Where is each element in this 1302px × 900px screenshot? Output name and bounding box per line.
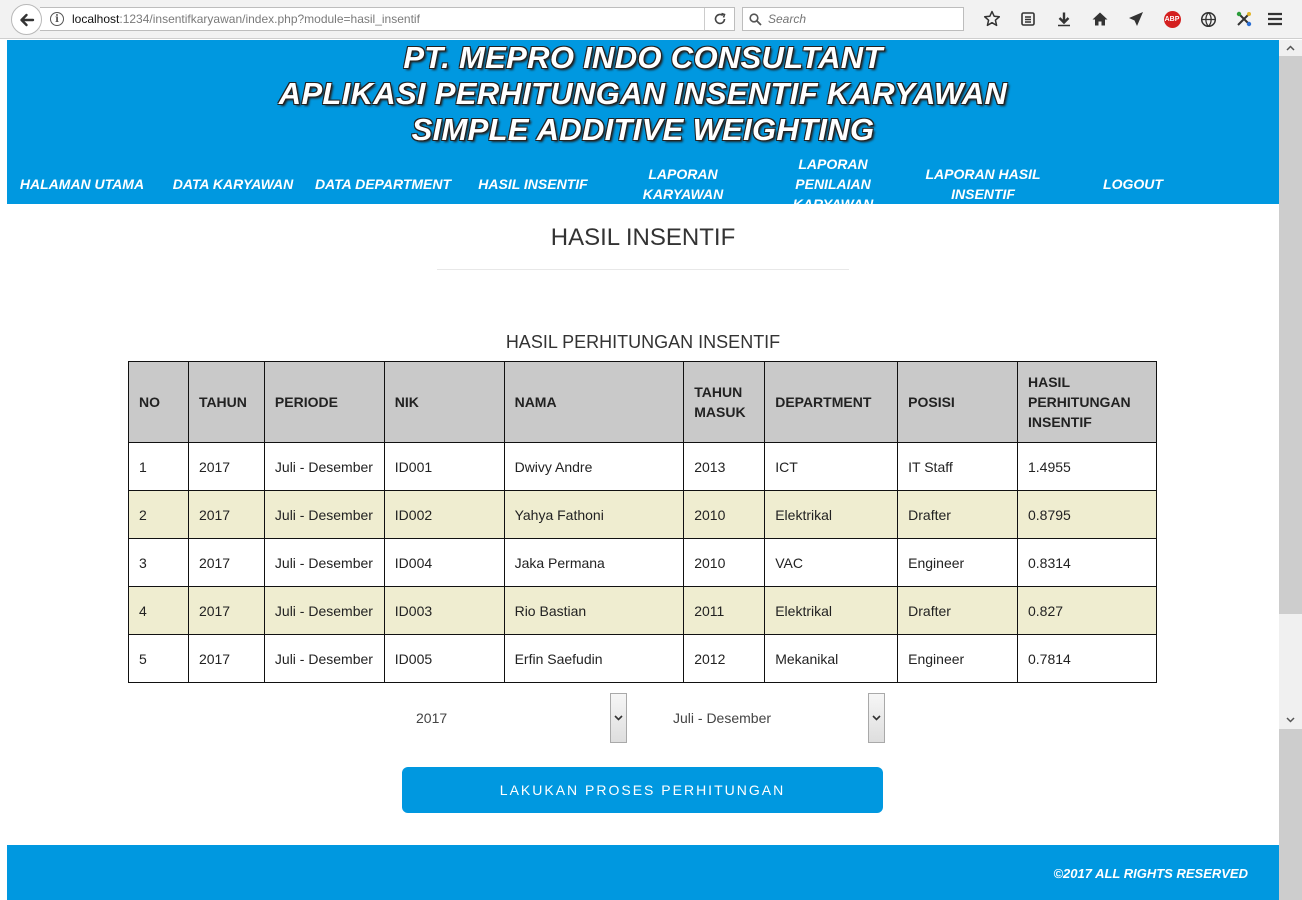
- nav-laporan-hasil-insentif[interactable]: LAPORAN HASIL INSENTIF: [925, 166, 1041, 202]
- table-row: [129, 443, 1157, 491]
- cell-tahun-masuk: 2010: [684, 539, 765, 587]
- cell-posisi: IT Staff: [898, 443, 1018, 491]
- cell-department: VAC: [765, 539, 898, 587]
- col-tahun-masuk: TAHUN MASUK: [684, 362, 765, 443]
- scrollbar-track-lower[interactable]: [1279, 729, 1302, 900]
- globe-icon[interactable]: [1190, 8, 1226, 30]
- title-divider: [437, 269, 849, 270]
- col-posisi: POSISI: [898, 362, 1018, 443]
- cell-tahun: 2017: [188, 539, 264, 587]
- nav-laporan-karyawan[interactable]: LAPORAN KARYAWAN: [642, 166, 724, 202]
- cell-posisi: Drafter: [898, 587, 1018, 635]
- cell-no: 2: [129, 491, 189, 539]
- period-select[interactable]: [661, 693, 885, 743]
- search-input[interactable]: [768, 12, 948, 26]
- cell-nik: ID005: [384, 635, 504, 683]
- cell-tahun-masuk: 2012: [684, 635, 765, 683]
- adblock-icon[interactable]: ABP: [1154, 8, 1190, 30]
- company-title: PT. MEPRO INDO CONSULTANT: [403, 40, 883, 75]
- cell-tahun-masuk: 2010: [684, 491, 765, 539]
- cell-tahun: 2017: [188, 491, 264, 539]
- cell-nama: Yahya Fathoni: [504, 491, 684, 539]
- process-calculation-button[interactable]: LAKUKAN PROSES PERHITUNGAN: [402, 767, 883, 813]
- back-arrow-icon: [19, 12, 35, 28]
- cell-periode: Juli - Desember: [264, 635, 384, 683]
- puzzle-icon[interactable]: [1226, 8, 1262, 30]
- cell-department: Mekanikal: [765, 635, 898, 683]
- reload-icon[interactable]: [704, 8, 734, 30]
- year-select[interactable]: [404, 693, 627, 743]
- table-header-row: [129, 362, 1157, 443]
- table-row: [129, 539, 1157, 587]
- cell-nik: ID004: [384, 539, 504, 587]
- cell-posisi: Engineer: [898, 635, 1018, 683]
- col-periode: PERIODE: [264, 362, 384, 443]
- cell-no: 4: [129, 587, 189, 635]
- chevron-down-icon[interactable]: [868, 693, 885, 743]
- cell-tahun-masuk: 2013: [684, 443, 765, 491]
- period-select-value: Juli - Desember: [673, 710, 772, 726]
- site-header: [7, 40, 1279, 212]
- cell-department: Elektrikal: [765, 491, 898, 539]
- cell-hasil: 0.8795: [1018, 491, 1157, 539]
- cell-hasil: 0.7814: [1018, 635, 1157, 683]
- cell-nama: Dwivy Andre: [504, 443, 684, 491]
- table-row: [129, 491, 1157, 539]
- cell-nama: Erfin Saefudin: [504, 635, 684, 683]
- col-no: NO: [129, 362, 189, 443]
- nav-logout[interactable]: LOGOUT: [1103, 176, 1163, 192]
- col-nik: NIK: [384, 362, 504, 443]
- cell-periode: Juli - Desember: [264, 587, 384, 635]
- reading-list-icon[interactable]: [1010, 8, 1046, 30]
- cell-department: ICT: [765, 443, 898, 491]
- col-tahun: TAHUN: [188, 362, 264, 443]
- cell-nik: ID001: [384, 443, 504, 491]
- nav-hasil-insentif[interactable]: HASIL INSENTIF: [478, 176, 588, 192]
- cell-nama: Jaka Permana: [504, 539, 684, 587]
- send-icon[interactable]: [1118, 8, 1154, 30]
- bookmark-star-icon[interactable]: [974, 8, 1010, 30]
- cell-no: 1: [129, 443, 189, 491]
- method-title: SIMPLE ADDITIVE WEIGHTING: [411, 112, 875, 147]
- cell-tahun: 2017: [188, 443, 264, 491]
- cell-hasil: 1.4955: [1018, 443, 1157, 491]
- cell-posisi: Drafter: [898, 491, 1018, 539]
- cell-periode: Juli - Desember: [264, 491, 384, 539]
- scrollbar[interactable]: [1279, 40, 1302, 900]
- col-hasil: HASIL PERHITUNGAN INSENTIF: [1018, 362, 1157, 443]
- cell-tahun: 2017: [188, 587, 264, 635]
- cell-tahun-masuk: 2011: [684, 587, 765, 635]
- col-department: DEPARTMENT: [765, 362, 898, 443]
- nav-halaman-utama[interactable]: HALAMAN UTAMA: [19, 176, 145, 192]
- cell-hasil: 0.827: [1018, 587, 1157, 635]
- cell-posisi: Engineer: [898, 539, 1018, 587]
- table-row: [129, 587, 1157, 635]
- download-icon[interactable]: [1046, 8, 1082, 30]
- nav-data-department[interactable]: DATA DEPARTMENT: [314, 176, 452, 192]
- url-text[interactable]: localhost:1234/insentifkaryawan/index.php?module=hasil_insentif: [72, 12, 420, 26]
- chevron-down-icon[interactable]: [610, 693, 627, 743]
- cell-tahun: 2017: [188, 635, 264, 683]
- app-title: APLIKASI PERHITUNGAN INSENTIF KARYAWAN: [278, 76, 1008, 111]
- scroll-up-icon[interactable]: [1279, 40, 1302, 56]
- table-caption: HASIL PERHITUNGAN INSENTIF: [505, 332, 781, 352]
- cell-periode: Juli - Desember: [264, 539, 384, 587]
- cell-nama: Rio Bastian: [504, 587, 684, 635]
- browser-toolbar: [0, 0, 1302, 39]
- scrollbar-thumb[interactable]: [1279, 56, 1302, 614]
- copyright-text: ©2017 ALL RIGHTS RESERVED: [1053, 866, 1248, 881]
- home-icon[interactable]: [1082, 8, 1118, 30]
- page-title: HASIL INSENTIF: [550, 224, 736, 251]
- search-bar[interactable]: [742, 7, 964, 31]
- table-row: [129, 635, 1157, 683]
- cell-nik: ID002: [384, 491, 504, 539]
- cell-no: 5: [129, 635, 189, 683]
- cell-nik: ID003: [384, 587, 504, 635]
- cell-periode: Juli - Desember: [264, 443, 384, 491]
- search-icon: [749, 13, 762, 26]
- cell-department: Elektrikal: [765, 587, 898, 635]
- page-content: [7, 40, 1279, 900]
- info-icon[interactable]: i: [50, 12, 64, 26]
- year-select-value: 2017: [416, 710, 448, 726]
- nav-data-karyawan[interactable]: DATA KARYAWAN: [172, 176, 294, 192]
- url-bar[interactable]: [40, 7, 735, 31]
- hamburger-menu-icon[interactable]: [1262, 8, 1288, 30]
- back-button[interactable]: [11, 4, 42, 35]
- col-nama: NAMA: [504, 362, 684, 443]
- main-nav: [7, 156, 1279, 212]
- scroll-down-icon[interactable]: [1279, 712, 1302, 728]
- results-table: [128, 361, 1157, 683]
- cell-no: 3: [129, 539, 189, 587]
- site-footer: [7, 845, 1279, 900]
- cell-hasil: 0.8314: [1018, 539, 1157, 587]
- nav-laporan-penilaian-karyawan[interactable]: LAPORAN PENILAIAN KARYAWAN: [792, 156, 874, 212]
